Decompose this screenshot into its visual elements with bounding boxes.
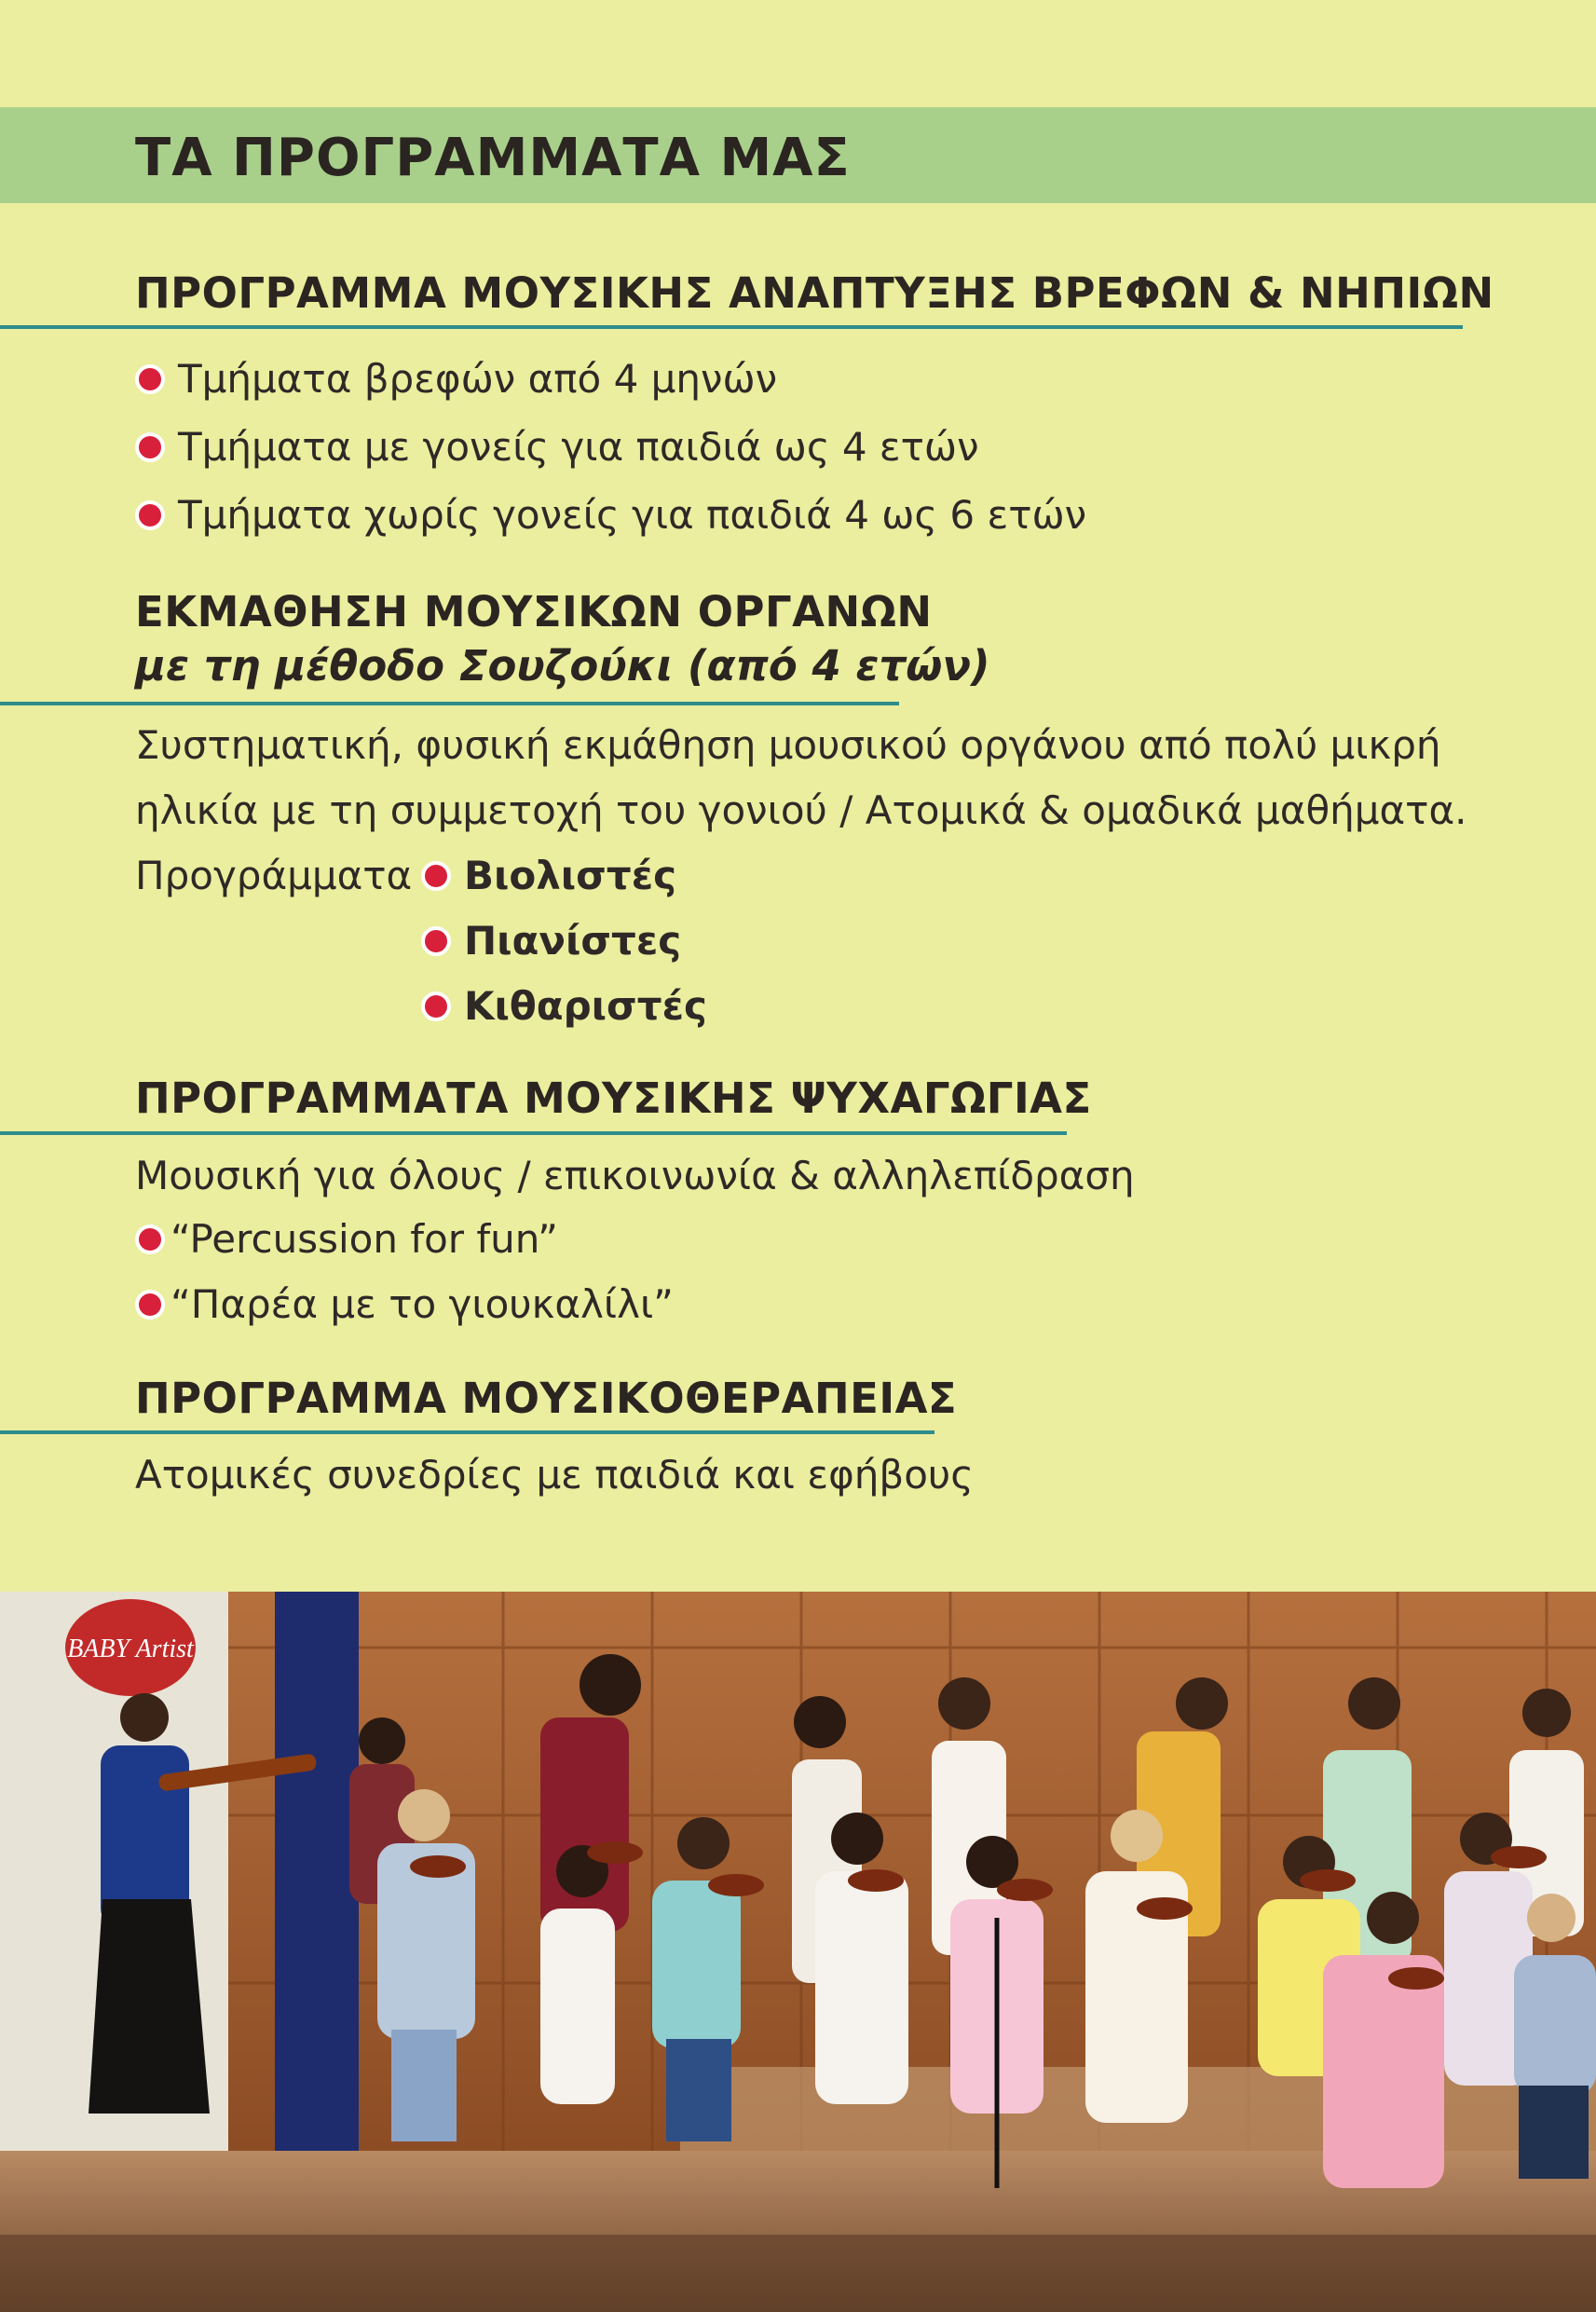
- section-rule: [0, 1131, 1067, 1135]
- section-rule: [0, 325, 1463, 329]
- section-title-instruments: ΕΚΜΑΘΗΣΗ ΜΟΥΣΙΚΩΝ ΟΡΓΑΝΩΝ: [135, 587, 933, 636]
- bullet-dot-icon: [421, 992, 451, 1021]
- section-title-infants: ΠΡΟΓΡΑΜΜΑ ΜΟΥΣΙΚΗΣ ΑΝΑΠΤΥΞΗΣ ΒΡΕΦΩΝ & ΝΗΠΙΩΝ: [135, 268, 1494, 318]
- page-title: ΤΑ ΠΡΟΓΡΑΜΜΑΤΑ ΜΑΣ: [135, 128, 851, 188]
- programs-label: Προγράμματα: [135, 853, 413, 898]
- title-band: [0, 107, 1596, 203]
- list-item: Τμήματα με γονείς για παιδιά ως 4 ετών: [135, 424, 979, 470]
- description-line: Ατομικές συνεδρίες με παιδιά και εφήβους: [135, 1452, 974, 1498]
- bullet-dot-icon: [135, 1224, 165, 1254]
- concert-photo: [0, 1592, 1596, 2312]
- bullet-dot-icon: [421, 861, 451, 891]
- section-rule: [0, 702, 899, 705]
- description-line: ηλικία με τη συμμετοχή του γονιού / Ατομικά & ομαδικά μαθήματα.: [135, 787, 1467, 833]
- list-item: Κιθαριστές: [421, 983, 707, 1029]
- bullet-dot-icon: [135, 500, 165, 530]
- list-item: Τμήματα χωρίς γονείς για παιδιά 4 ως 6 ετών: [135, 492, 1086, 538]
- description-line: Μουσική για όλους / επικοινωνία & αλληλεπίδραση: [135, 1153, 1135, 1198]
- bullet-dot-icon: [135, 364, 165, 394]
- list-item: Τμήματα βρεφών από 4 μηνών: [135, 356, 777, 402]
- section-subtitle-instruments: με τη μέθοδο Σουζούκι (από 4 ετών): [135, 641, 990, 691]
- bullet-dot-icon: [135, 1290, 165, 1320]
- section-title-entertainment: ΠΡΟΓΡΑΜΜΑΤΑ ΜΟΥΣΙΚΗΣ ΨΥΧΑΓΩΓΙΑΣ: [135, 1074, 1092, 1123]
- section-rule: [0, 1430, 934, 1434]
- bullet-dot-icon: [135, 432, 165, 462]
- list-item: “Percussion for fun”: [135, 1216, 558, 1262]
- bullet-dot-icon: [421, 926, 451, 956]
- description-line: Συστηματική, φυσική εκμάθηση μουσικού οργάνου από πολύ μικρή: [135, 722, 1441, 768]
- list-item: “Παρέα με το γιουκαλίλι”: [135, 1281, 674, 1327]
- section-title-therapy: ΠΡΟΓΡΑΜΜΑ ΜΟΥΣΙΚΟΘΕΡΑΠΕΙΑΣ: [135, 1374, 958, 1423]
- list-item: Βιολιστές: [421, 853, 676, 898]
- banner-logo: BABY Artist: [67, 1635, 194, 1663]
- list-item: Πιανίστες: [421, 918, 681, 964]
